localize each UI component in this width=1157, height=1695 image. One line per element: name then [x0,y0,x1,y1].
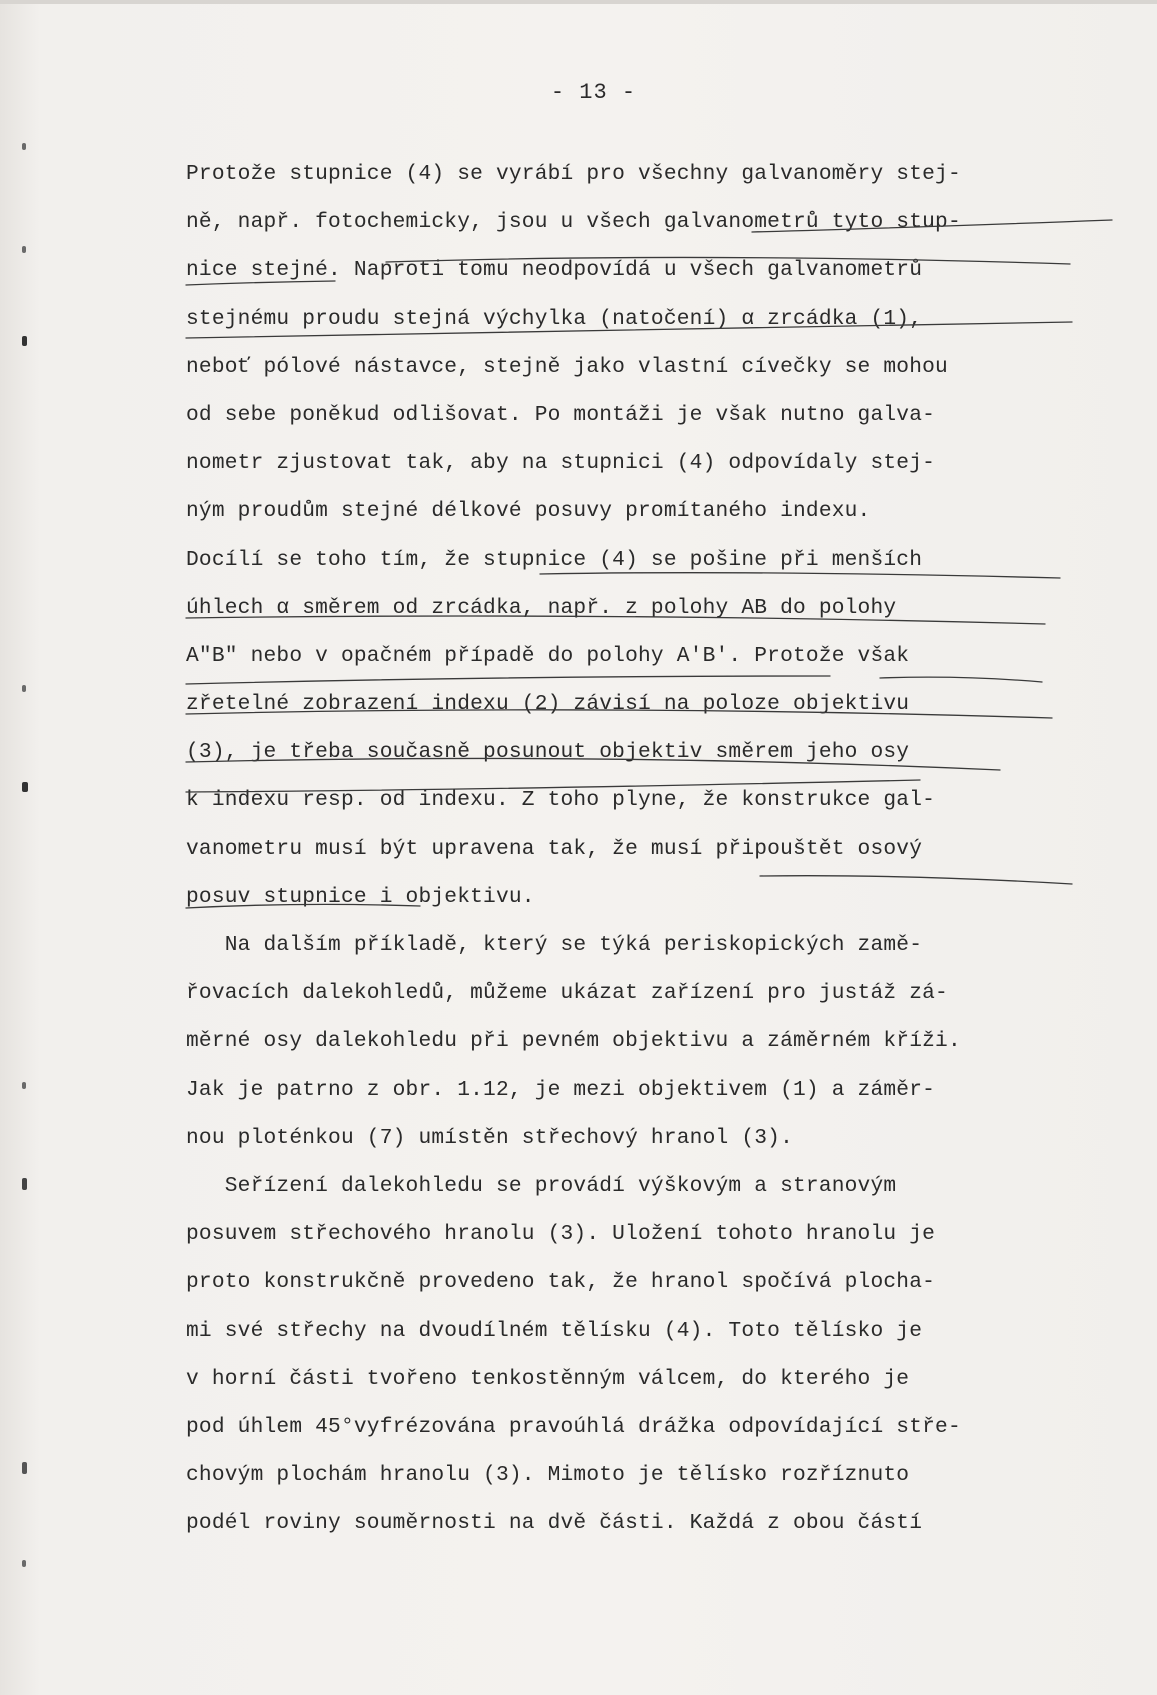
text-line: mi své střechy na dvoudílném tělísku (4). Toto tělísko je [186,1318,923,1343]
text-line: A"B" nebo v opačném případě do polohy A'B'. Protože však [186,643,910,668]
text-line: nou ploténkou (7) umístěn střechový hranol (3). [186,1125,793,1150]
margin-mark [22,1560,26,1567]
margin-mark [22,1082,26,1089]
margin-mark [22,1178,27,1190]
text-line: (3), je třeba současně posunout objektiv směrem jeho osy [186,740,910,765]
text-line: nice stejné. Naproti tomu neodpovídá u všech galvanometrů [186,258,923,283]
margin-mark [22,246,26,253]
text-line: pod úhlem 45°vyfrézována pravoúhlá drážka odpovídající stře- [186,1414,961,1439]
text-line: zřetelné zobrazení indexu (2) závisí na poloze objektivu [186,692,910,717]
text-line: k indexu resp. od indexu. Z toho plyne, že konstrukce gal- [186,788,936,813]
paper-top-edge [0,0,1157,4]
margin-mark [22,1462,27,1474]
text-line: Seřízení dalekohledu se provádí výškovým a stranovým [186,1173,897,1198]
text-line: proto konstrukčně provedeno tak, že hranol spočívá plocha- [186,1270,936,1295]
text-line: nometr zjustovat tak, aby na stupnici (4) odpovídaly stej- [186,451,936,476]
text-line: posuv stupnice i objektivu. [186,884,535,909]
text-line: od sebe poněkud odlišovat. Po montáži je však nutno galva- [186,402,936,427]
text-line: neboť pólové nástavce, stejně jako vlastní cívečky se mohou [186,354,948,379]
text-line: úhlech α směrem od zrcádka, např. z polohy AB do polohy [186,595,897,620]
text-line: ně, např. fotochemicky, jsou u všech galvanometrů tyto stup- [186,210,961,235]
page-number: - 13 - [550,80,637,105]
text-line: vanometru musí být upravena tak, že musí připouštět osový [186,836,923,861]
text-line: chovým plochám hranolu (3). Mimoto je tělísko rozříznuto [186,1463,910,1488]
text-line: podél roviny souměrnosti na dvě části. Každá z obou částí [186,1511,923,1536]
margin-mark [22,336,27,346]
text-line: měrné osy dalekohledu při pevném objektivu a záměrném kříži. [186,1029,961,1054]
body-text [186,150,1126,1547]
text-line: v horní části tvořeno tenkostěnným válcem, do kterého je [186,1366,910,1391]
text-line: stejnému proudu stejná výchylka (natočení) α zrcádka (1), [186,306,923,331]
text-line: Protože stupnice (4) se vyrábí pro všechny galvanoměry stej- [186,162,961,186]
margin-mark [22,685,26,692]
text-line: posuvem střechového hranolu (3). Uložení tohoto hranolu je [186,1222,936,1247]
text-line: Jak je patrno z obr. 1.12, je mezi objektivem (1) a záměr- [186,1077,936,1102]
margin-mark [22,782,28,792]
text-line: Na dalším příkladě, který se týká periskopických zamě- [186,933,923,957]
text-line: řovacích dalekohledů, můžeme ukázat zařízení pro justáž zá- [186,981,948,1006]
margin-mark [22,143,26,150]
text-line: ným proudům stejné délkové posuvy promítaného indexu. [186,499,871,524]
text-line: Docílí se toho tím, že stupnice (4) se pošine při menších [186,547,923,572]
